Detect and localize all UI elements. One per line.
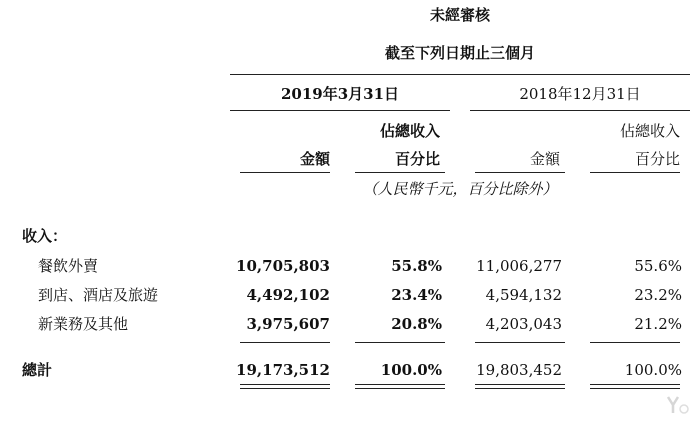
amount-header-2019: 金額: [299, 150, 330, 168]
row-amount-2019: 4,492,102: [246, 286, 330, 304]
col-rule-1: [240, 172, 330, 173]
row-amount-2018: 4,203,043: [485, 315, 562, 333]
total-pct-2019: 100.0%: [380, 361, 442, 379]
total-bottom-rule-2: [355, 384, 445, 389]
period-2019-rule: [230, 110, 450, 111]
total-top-rule-2: [355, 342, 445, 343]
row-label-in-store-hotel-travel: 到店、酒店及旅遊: [38, 286, 159, 304]
total-amount-2018: 19,803,452: [476, 361, 562, 379]
total-bottom-rule-1: [240, 384, 330, 389]
row-pct-2019: 55.8%: [391, 257, 442, 275]
row-label-new-initiatives: 新業務及其他: [38, 315, 129, 333]
total-bottom-rule-4: [590, 384, 680, 389]
period-2019-header: 2019年3月31日: [280, 85, 400, 103]
pct-header-2019-line1: 佔總收入: [379, 122, 440, 140]
row-pct-2018: 21.2%: [634, 315, 682, 333]
total-label: 總計: [22, 361, 53, 379]
row-pct-2019: 23.4%: [391, 286, 442, 304]
pct-header-2018-line1: 佔總收入: [619, 122, 680, 140]
row-amount-2018: 4,594,132: [485, 286, 562, 304]
total-top-rule-4: [590, 342, 680, 343]
header-title: 未經審核: [429, 6, 490, 24]
row-pct-2018: 23.2%: [634, 286, 682, 304]
period-2018-rule: [470, 110, 690, 111]
row-amount-2018: 11,006,277: [476, 257, 562, 275]
row-label-food-delivery: 餐飲外賣: [38, 257, 99, 275]
total-top-rule-3: [475, 342, 565, 343]
section-label-revenue: 收入：: [22, 227, 68, 245]
col-rule-4: [590, 172, 680, 173]
row-amount-2019: 3,975,607: [246, 315, 330, 333]
row-pct-2019: 20.8%: [391, 315, 442, 333]
row-pct-2018: 55.6%: [634, 257, 682, 275]
pct-header-2018-line2: 百分比: [634, 150, 680, 168]
total-amount-2019: 19,173,512: [236, 361, 330, 379]
amount-header-2018: 金額: [529, 150, 560, 168]
header-subtitle: 截至下列日期止三個月: [384, 44, 535, 62]
total-top-rule-1: [240, 342, 330, 343]
col-rule-3: [475, 172, 565, 173]
unit-note: （人民幣千元，百分比除外）: [362, 180, 558, 198]
row-amount-2019: 10,705,803: [236, 257, 330, 275]
pct-header-2019-line2: 百分比: [394, 150, 440, 168]
col-rule-2: [355, 172, 445, 173]
brand-logo-icon: [664, 394, 692, 416]
period-2018-header: 2018年12月31日: [519, 85, 641, 103]
total-bottom-rule-3: [475, 384, 565, 389]
total-pct-2018: 100.0%: [624, 361, 682, 379]
header-rule: [230, 74, 690, 75]
